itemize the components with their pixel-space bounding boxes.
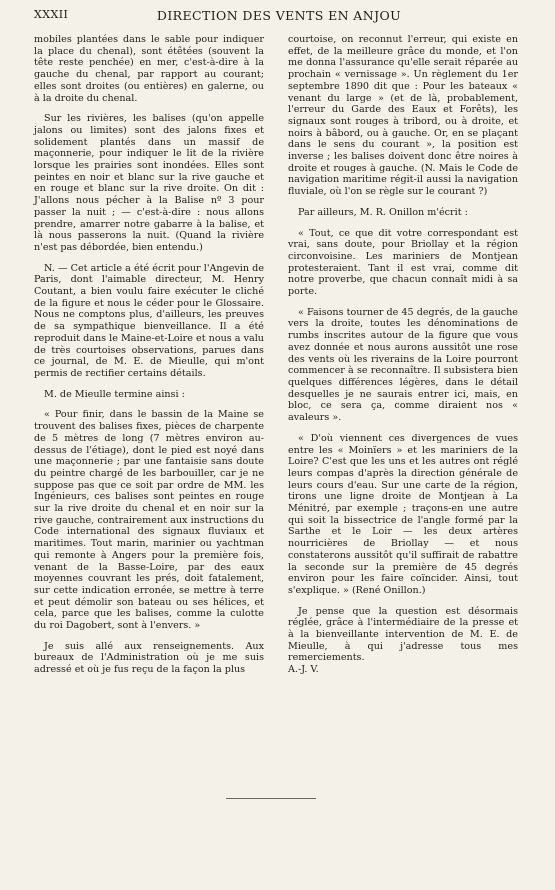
paragraph: « Pour finir, dans le bassin de la Maine se trouvent des balises fixes, pièces de charpente de 5 mètres de long (7 mètres environ au-dessus de l'étiage), dont le pied est noyé dans une maçonnerie ; par une fantaisie sans doute du peintre chargé de les barbouiller, car je ne suppose pas que ce soit par ordre de MM. les Ingénieurs, ces balises sont peintes en rouge sur la rive droite du chenal et en noir sur la rive gauche, contrairement aux instructions du Code international des signaux fluviaux et maritimes. Tout marin, marinier ou yachtman qui remonte à Angers pour la première fois, venant de la Basse-Loire, par des eaux moyennes couvrant les prés, doit fatalement, sur cette indication erronée, se mettre à terre et peut démolir son bateau ou ses hélices, et cela, parce que les balises, comme la culotte du roi Dagobert, sont à l'envers. »: [34, 409, 264, 632]
paragraph: Je suis allé aux renseignements. Aux bureaux de l'Administration où je me suis adressé et où je fus reçu de la façon la plus: [34, 640, 264, 676]
running-header: [34, 8, 524, 24]
paragraph: M. de Mieulle termine ainsi :: [44, 388, 185, 400]
end-rule: [226, 798, 316, 799]
paragraph: Je pense que la question est désormais réglée, grâce à l'intermédiaire de la presse et à la bienveillante intervention de M. E. de Mieulle, à qui j'adresse tous mes remerciements.: [288, 605, 518, 664]
paragraph: « Tout, ce que dit votre correspondant est vrai, sans doute, pour Briollay et la région circonvoisine. Les mariniers de Montjean protesteraient. Tant il est vrai, comme dit notre proverbe, que chacun connaît midi à sa porte.: [288, 227, 518, 298]
paragraph: N. — Cet article a été écrit pour l'Angevin de Paris, dont l'aimable directeur, M. Henry Coutant, a bien voulu faire exécuter le cliché de la figure et nous le céder pour le Glossaire. Nous ne comptons plus, d'ailleurs, les preuves de sa sympathique bienveillance. Il a été reproduit dans le Maine-et-Loire et nous a valu de très courtoises observations, parues dans ce journal, de M. E. de Mieulle, qui m'ont permis de rectifier certains détails.: [34, 262, 264, 379]
left-column: [34, 34, 264, 676]
paragraph: courtoise, on reconnut l'erreur, qui existe en effet, de la meilleure grâce du monde, et l'on me donna l'assurance qu'elle serait réparée au prochain « vernissage ». Un règlement du 1er septembre 1890 dit que : Pour les bateaux « venant du large » (et de là, probablement, l'erreur du Garde des Eaux et Forêts), les signaux sont rouges à tribord, ou à droite, et noirs à bâbord, ou à gauche. Or, en se plaçant dans le sens du courant », la position est inverse ; les balises doivent donc être noires à droite et rouges à gauche. (N. Mais le Code de navigation maritime régit-il aussi la navigation fluviale, où l'on se règle sur le courant ?): [288, 34, 518, 198]
paragraph: « Faisons tourner de 45 degrés, de la gauche vers la droite, toutes les dénominations de rumbs inscrites autour de la figure que vous avez donnée et nous aurons aussitôt une rose des vents où les riverains de la Loire pourront commencer à se reconnaître. Il subsistera bien quelques différences légères, dans le détail desquelles je ne saurais entrer ici, mais, en bloc, ce sera ça, comme diraient nos « avaleurs ».: [288, 306, 518, 424]
right-column: [288, 34, 518, 685]
running-head-title: DIRECTION DES VENTS EN ANJOU: [156, 8, 402, 23]
paragraph: mobiles plantées dans le sable pour indiquer la place du chenal), sont étêtées (souvent la tête reste penchée) en mer, c'est-à-dire à la gauche du chenal, par rapport au courant; elles sont droites (ou entières) en galerne, ou à la droite du chenal.: [34, 34, 264, 104]
page-number: XXXII: [34, 8, 69, 21]
paragraph: Par ailleurs, M. R. Onillon m'écrit :: [298, 206, 468, 218]
paragraph: Sur les rivières, les balises (qu'on appelle jalons ou limites) sont des jalons fixes et solidement plantés dans un massif de maçonnerie, pour indiquer le lit de la rivière lorsque les prairies sont inondées. Elles sont peintes en noir et blanc sur la rive gauche et en rouge et blanc sur la rive droite. On dit : J'allons nous pécher à la Balise nº 3 pour passer la nuit ; — c'est-à-dire : nous allons prendre, amarrer notre gabarre à la balise, et là nous passerons la nuit. (Quand la rivière n'est pas débordée, bien entendu.): [34, 113, 264, 253]
signature: A.-J. V.: [288, 664, 319, 676]
paragraph: « D'où viennent ces divergences de vues entre les « Moinïers » et les mariniers de la Loire? C'est que les uns et les autres ont réglé leurs compas d'après la direction générale de leurs cours d'eau. Sur une carte de la région, tirons une ligne droite de Montjean à La Ménitré, par exemple ; traçons-en une autre qui soit la bissectrice de l'angle formé par la Sarthe et le Loir — les deux artères nourricières de Briollay — et nous constaterons aussitôt qu'il suffirait de rabattre la seconde sur la première de 45 degrés environ pour les faire coïncider. Ainsi, tout s'explique. » (René Onillon.): [288, 432, 518, 596]
